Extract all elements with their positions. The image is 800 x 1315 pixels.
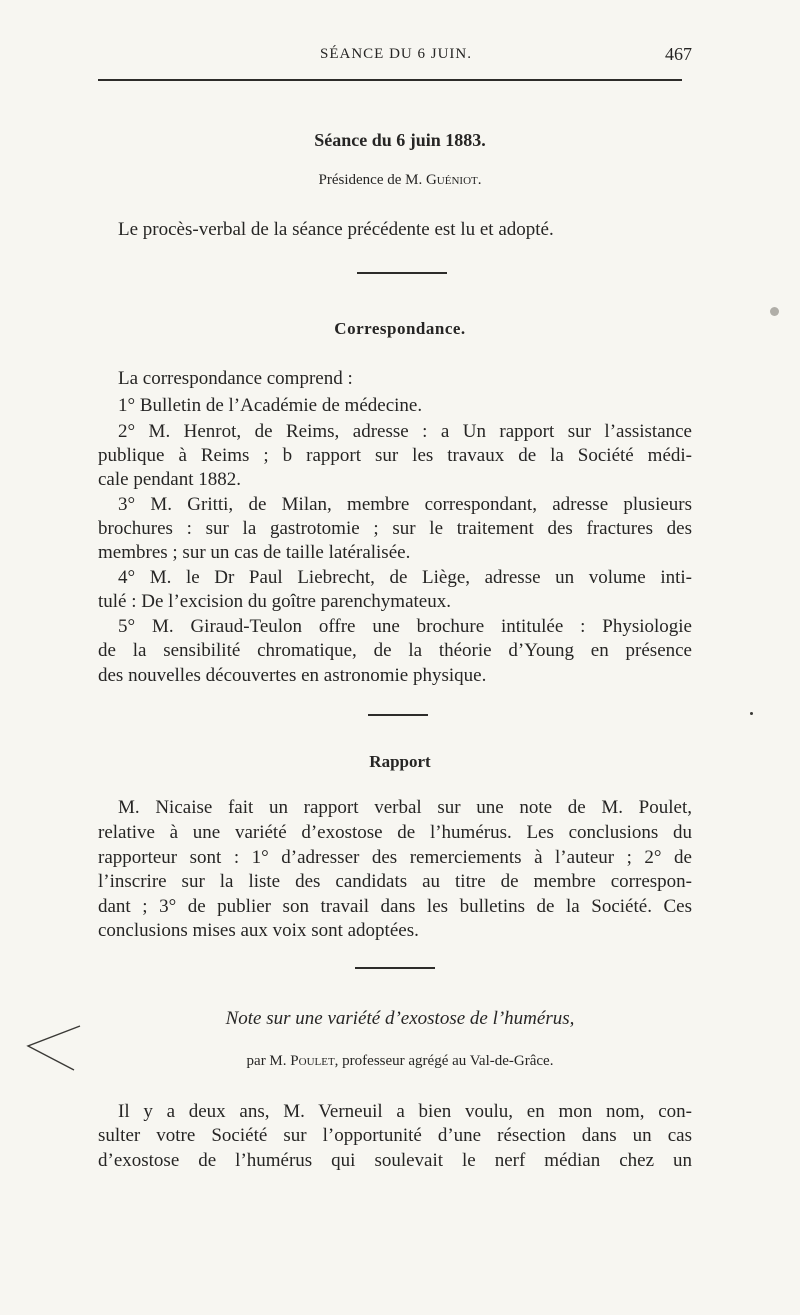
correspondance-line: 5° M. Giraud-Teulon offre une brochure intitulée : Physiologie: [118, 616, 692, 637]
rapport-line: M. Nicaise fait un rapport verbal sur une note de M. Poulet,: [118, 797, 692, 818]
note-body-line: Il y a deux ans, M. Verneuil a bien voulu, en mon nom, con-: [118, 1101, 692, 1122]
correspondance-line: de la sensibilité chromatique, de la théorie d’Young en présence: [98, 640, 692, 661]
rapport-line: conclusions mises aux voix sont adoptées.: [98, 920, 419, 941]
correspondance-line: tulé : De l’excision du goître parenchymateux.: [98, 591, 451, 612]
rapport-line: rapporteur sont : 1° d’adresser des remerciements à l’auteur ; 2° de: [98, 847, 692, 868]
correspondance-heading: Correspondance.: [334, 319, 466, 338]
note-body-line: sulter votre Société sur l’opportunité d’une résection dans un cas: [98, 1125, 692, 1146]
paper-speck: [750, 712, 753, 715]
header-rule: [98, 79, 682, 81]
correspondance-line: 4° M. le Dr Paul Liebrecht, de Liège, adresse un volume inti-: [118, 567, 692, 588]
correspondance-line: La correspondance comprend :: [118, 368, 353, 389]
author-name: Poulet,: [290, 1053, 339, 1069]
correspondance-line: publique à Reims ; b rapport sur les travaux de la Société médi-: [98, 445, 692, 466]
page-number: 467: [665, 44, 692, 64]
note-title: Note sur une variété d’exostose de l’humérus,: [225, 1008, 575, 1029]
byline-prefix: par M.: [246, 1053, 291, 1069]
running-head: SÉANCE DU 6 JUIN.: [320, 46, 472, 62]
byline-suffix: professeur agrégé au Val-de-Grâce.: [338, 1053, 554, 1069]
presidence-prefix: Présidence de M.: [318, 172, 426, 188]
section-rule: [357, 272, 447, 274]
section-rule: [355, 967, 435, 969]
correspondance-line: 1° Bulletin de l’Académie de médecine.: [118, 395, 423, 416]
correspondance-line: des nouvelles découvertes en astronomie physique.: [98, 665, 487, 686]
correspondance-line: cale pendant 1882.: [98, 469, 241, 490]
correspondance-item-1: [118, 394, 712, 418]
opening-statement: Le procès-verbal de la séance précédente est lu et adopté.: [118, 219, 554, 240]
rapport-line: l’inscrire sur la liste des candidats au titre de membre correspon-: [98, 871, 692, 892]
paper-speck: [770, 307, 779, 316]
president-name: Guéniot.: [425, 172, 482, 188]
correspondance-line: brochures : sur la gastrotomie ; sur le traitement des fractures des: [98, 518, 692, 539]
presidence-line: [0, 172, 800, 189]
note-body-line: d’exostose de l’humérus qui soulevait le nerf médian chez un: [98, 1150, 692, 1171]
rapport-line: dant ; 3° de publier son travail dans les bulletins de la Société. Ces: [98, 896, 692, 917]
note-byline: [0, 1053, 800, 1070]
margin-pencil-mark: [22, 1022, 84, 1072]
correspondance-line: 3° M. Gritti, de Milan, membre correspondant, adresse plusieurs: [118, 494, 692, 515]
correspondance-line: membres ; sur un cas de taille latéralisée.: [98, 542, 411, 563]
session-title: Séance du 6 juin 1883.: [314, 130, 486, 150]
rapport-heading: Rapport: [369, 752, 431, 771]
section-rule: [368, 714, 428, 716]
rapport-line: relative à une variété d’exostose de l’humérus. Les conclusions du: [98, 822, 692, 843]
correspondance-line: 2° M. Henrot, de Reims, adresse : a Un rapport sur l’assistance: [118, 421, 692, 442]
